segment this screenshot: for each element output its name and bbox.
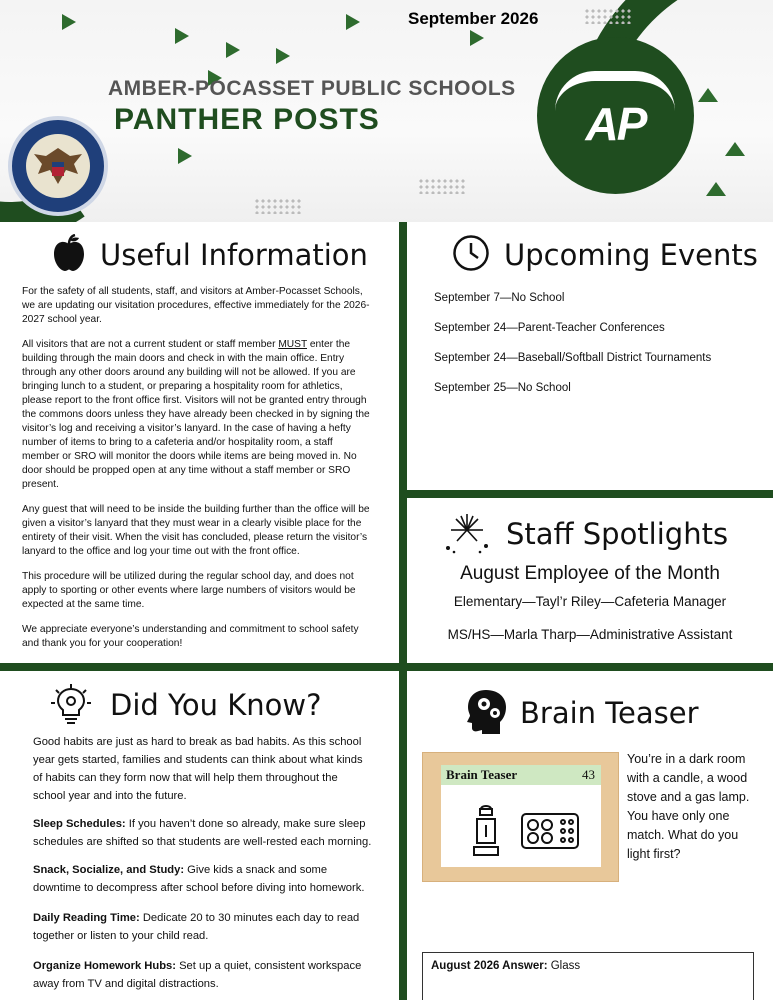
useful-info-heading: [52, 234, 368, 276]
tip-item: Organize Homework Hubs: Set up a quiet, consistent workspace away from TV and digital distractions.: [33, 960, 362, 990]
section-title: Staff Spotlights: [506, 517, 729, 551]
tip-item: Daily Reading Time: Dedicate 20 to 30 minutes each day to read together or listen to your child read.: [33, 912, 360, 942]
dot-pattern: [418, 178, 466, 194]
section-title: Useful Information: [100, 238, 368, 272]
fireworks-icon: [442, 510, 492, 558]
section-title: Brain Teaser: [520, 696, 699, 730]
triangle-decoration: [226, 42, 240, 58]
useful-info-body: [22, 285, 372, 662]
eagle-emblem: [26, 134, 90, 198]
paragraph: We appreciate everyone’s understanding and commitment to school safety and thank you for your cooperation!: [22, 624, 359, 649]
staff-heading: [442, 510, 728, 558]
brain-teaser-card: [422, 752, 619, 882]
triangle-decoration: [175, 28, 189, 44]
event-item: September 25—No School: [434, 382, 571, 394]
paragraph: Any guest that will need to be inside the building further than the office will be given a visitor’s lanyard that they must wear in a clearly visible place for the entirety of their visit. When the visit has concluded, please return the visitor’s lanyard to the office and log your time out with the front office.: [22, 504, 370, 557]
triangle-decoration: [725, 142, 745, 156]
tip-item: Snack, Socialize, and Study: Give kids a snack and some downtime to decompress after school before diving into homework.: [33, 864, 365, 894]
emphasis: MUST: [278, 339, 307, 350]
teaser-card-label: Brain Teaser: [446, 767, 518, 782]
paragraph: All visitors that are not a current student or staff member MUST enter the building through the main doors and check in with the main office. Entry through any other doors around any building will not be allowed. If you are bringing lunch to a student, or preparing a hospitality room for athletics, please report to the front office first. Visitors will not be granted entry through the commons doors unless they have already been checked in by signing the visitor’s log and receiving a visitor’s lanyard. In the case of having a hefty number of items to bring to a cafeteria and/or hospitality room, a staff member or SRO will monitor the doors while items are being moved in. No door should be propped open at any time without a staff member or SRO present.: [22, 339, 370, 490]
paragraph: For the safety of all students, staff, and visitors at Amber-Pocasset Schools, we are updating our visitation procedures, effective immediately for the 2026-2027 school year.: [22, 286, 370, 325]
triangle-decoration: [698, 88, 718, 102]
teaser-card-number: 43: [582, 767, 595, 782]
panther-logo: [537, 37, 694, 194]
event-item: September 7—No School: [434, 292, 565, 304]
employee-of-month-heading: August Employee of the Month: [460, 563, 720, 584]
events-heading: [452, 234, 758, 276]
newsletter-header: [0, 0, 773, 222]
newsletter-title: PANTHER POSTS: [114, 103, 380, 136]
event-item: September 24—Parent-Teacher Conferences: [434, 322, 665, 334]
vertical-divider: [399, 222, 407, 1000]
blue-ribbon-seal: [8, 116, 108, 216]
lightbulb-gear-icon: [50, 682, 92, 728]
apple-icon: [52, 234, 86, 276]
clock-icon: [452, 234, 490, 276]
answer-box: [422, 952, 754, 1000]
issue-date: September 2026: [408, 9, 539, 28]
triangle-decoration: [470, 30, 484, 46]
stove-icon: [521, 813, 579, 849]
teaser-question: You’re in a dark room with a candle, a wood stove and a gas lamp. You have only one match. What do you light first?: [627, 752, 750, 861]
district-name: AMBER-POCASSET PUBLIC SCHOOLS: [108, 77, 516, 100]
brain-teaser-heading: [466, 688, 699, 738]
teaser-card-header: [441, 765, 601, 785]
brain-gears-icon: [466, 688, 506, 738]
horizontal-divider-right: [407, 490, 773, 498]
lantern-icon: [471, 803, 501, 859]
employee-elementary: Elementary—Tayl’r Riley—Cafeteria Manager: [453, 594, 727, 609]
paragraph: This procedure will be utilized during the regular school day, and does not apply to sporting or other events where large numbers of visitors would be expected at the same time.: [22, 571, 356, 610]
section-title: Upcoming Events: [504, 238, 758, 272]
did-you-know-intro: Good habits are just as hard to break as bad habits. As this school year gets started, families and students can think about what kinds of habits can they form now that will help them throughout the school year and into the future.: [33, 736, 363, 802]
dot-pattern: [584, 8, 632, 24]
horizontal-divider-full: [0, 663, 773, 671]
employee-mshs: MS/HS—Marla Tharp—Administrative Assistant: [447, 627, 733, 642]
section-title: Did You Know?: [110, 688, 322, 722]
logo-letters: AP: [585, 98, 646, 150]
triangle-decoration: [178, 148, 192, 164]
tip-item: Sleep Schedules: If you haven’t done so already, make sure sleep schedules are shifted so that students are well-rested each morning.: [33, 818, 372, 848]
triangle-decoration: [346, 14, 360, 30]
previous-answer: August 2026 Answer: Glass: [431, 960, 581, 972]
teaser-card-face: [441, 765, 601, 867]
dot-pattern: [254, 198, 302, 214]
triangle-decoration: [62, 14, 76, 30]
triangle-decoration: [706, 182, 726, 196]
event-item: September 24—Baseball/Softball District Tournaments: [434, 352, 712, 364]
triangle-decoration: [276, 48, 290, 64]
did-you-know-heading: [50, 682, 321, 728]
